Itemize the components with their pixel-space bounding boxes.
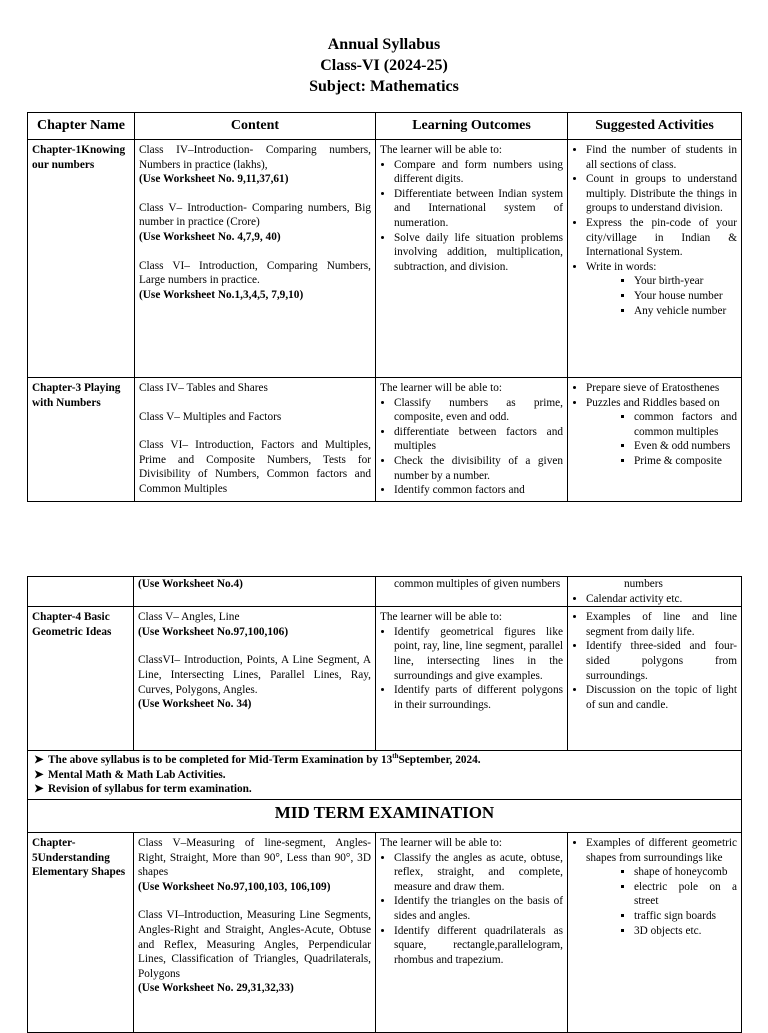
syllabus-table-2 xyxy=(27,576,742,1033)
activity-item: • Find the number of students in all sections of class. xyxy=(586,143,737,172)
col-header: Content xyxy=(135,113,376,140)
activity-item: • Express the pin-code of your city/village in Indian & International System. xyxy=(586,216,737,260)
worksheet-ref: (Use Worksheet No. 4,7,9, 40) xyxy=(139,230,281,243)
notes-row xyxy=(28,751,742,800)
outcomes-cell xyxy=(376,832,568,1032)
outcomes-cell xyxy=(376,607,568,751)
mid-term-row xyxy=(28,799,742,832)
chapter-name: Chapter-3 Playing with Numbers xyxy=(28,378,135,502)
outcome-item: common multiples of given numbers xyxy=(394,578,561,590)
activity-subitem: ▪ electric pole on a street xyxy=(634,880,737,909)
activity-subitem: ▪ Your birth-year xyxy=(634,274,737,289)
worksheet-ref: (Use Worksheet No.1,3,4,5, 7,9,10) xyxy=(139,288,304,301)
outcome-item: • Check the divisibility of a given number by a number. xyxy=(394,454,563,483)
activities-cell xyxy=(568,832,742,1032)
activity-subitem: ▪ Even & odd numbers xyxy=(634,439,737,454)
content-text: Class IV– Tables and Shares xyxy=(139,382,268,394)
worksheet-ref: (Use Worksheet No. 9,11,37,61) xyxy=(139,173,289,186)
worksheet-ref: (Use Worksheet No.97,100,103, 106,109) xyxy=(138,880,331,893)
content-text: Class V–Measuring of line-segment, Angles- Right, Straight, More than 90°, Less than 90°, 3D shapes xyxy=(138,836,371,879)
outcome-item: • Identify different quadrilaterals as square, rectangle,parallelogram, rhombus and trapezium. xyxy=(394,924,563,968)
outcome-item: • Identify geometrical figures like point, ray, line, line segment, parallel line, intersecting lines in the surroundings and give examples. xyxy=(394,625,563,683)
content-cell xyxy=(135,140,376,378)
activity-item: • Examples of line and line segment from daily life. xyxy=(586,610,737,639)
outcome-item: • Classify the angles as acute, obtuse, reflex, straight, and complete, measure and draw them. xyxy=(394,851,563,895)
outcome-item: • differentiate between factors and multiples xyxy=(394,425,563,454)
outcomes-cell xyxy=(376,378,568,502)
activity-subitem: ▪ shape of honeycomb xyxy=(634,865,737,880)
table-row xyxy=(28,378,742,502)
outcome-item: • Identify parts of different polygons in their surroundings. xyxy=(394,683,563,712)
worksheet-ref: (Use Worksheet No.4) xyxy=(138,578,243,590)
activities-cell xyxy=(568,607,742,751)
worksheet-ref: (Use Worksheet No. 29,31,32,33) xyxy=(138,982,294,995)
outcome-item: • Solve daily life situation problems involving addition, multiplication, subtraction, and division. xyxy=(394,231,563,275)
col-header: Learning Outcomes xyxy=(376,113,568,140)
outcomes-intro: The learner will be able to: xyxy=(380,144,503,156)
activity-item: • Examples of different geometric shapes from surroundings like ▪ shape of honeycomb ▪ electric pole on a street ▪ traffic sign boards ▪ 3D objects etc. xyxy=(586,836,737,938)
content-text: Class VI–Introduction, Measuring Line Segments, Angles-Right and Straight, Angles-Acute, Obtuse and Reflex, Measuring Angles, Perpendicular Lines, Classification of Triangles, Quadrilaterals, Polygons xyxy=(138,909,371,980)
table-row xyxy=(28,832,742,1032)
content-text: Class V– Angles, Line xyxy=(138,611,240,624)
arrow-bullet-icon: ➤ xyxy=(34,768,44,781)
activity-subitem: ▪ traffic sign boards xyxy=(634,909,737,924)
activity-item: • Identify three-sided and four-sided polygons from surroundings. xyxy=(586,639,737,683)
chapter-name xyxy=(28,577,134,607)
col-header: Chapter Name xyxy=(28,113,135,140)
table-header-row xyxy=(28,113,742,140)
content-cell xyxy=(135,378,376,502)
outcome-item: • Classify numbers as prime, composite, even and odd. xyxy=(394,396,563,425)
outcome-item: • Differentiate between Indian system and International system of numeration. xyxy=(394,187,563,231)
content-cell xyxy=(134,607,376,751)
activity-subitem: ▪ Prime & composite xyxy=(634,454,737,469)
mid-term-heading: MID TERM EXAMINATION xyxy=(28,799,742,832)
activity-item: • Puzzles and Riddles based on ▪ common factors and common multiples ▪ Even & odd numbers ▪ Prime & composite xyxy=(586,396,737,469)
outcomes-intro: The learner will be able to: xyxy=(380,382,503,394)
worksheet-ref: (Use Worksheet No. 34) xyxy=(138,698,252,711)
content-text: Class IV–Introduction- Comparing numbers, Numbers in practice (lakhs), xyxy=(139,144,371,171)
activity-subitem: ▪ Your house number xyxy=(634,289,737,304)
activity-subitem: ▪ 3D objects etc. xyxy=(634,924,737,939)
activity-item: • Discussion on the topic of light of sun and candle. xyxy=(586,683,737,712)
worksheet-ref: (Use Worksheet No.97,100,106) xyxy=(138,625,289,638)
arrow-bullet-icon: ➤ xyxy=(34,754,44,767)
activity-item: • Prepare sieve of Eratosthenes xyxy=(586,381,737,396)
table-row xyxy=(28,607,742,751)
table-row xyxy=(28,577,742,607)
note-item: ➤ The above syllabus is to be completed for Mid-Term Examination by 13thSeptember, 2024. xyxy=(34,752,481,767)
activity-subitem: numbers xyxy=(624,578,663,590)
activity-subitem: ▪ common factors and common multiples xyxy=(634,410,737,439)
outcomes-cell xyxy=(376,140,568,378)
activity-item: • Write in words: ▪ Your birth-year ▪ Your house number ▪ Any vehicle number xyxy=(586,260,737,318)
outcome-item: • Identify the triangles on the basis of sides and angles. xyxy=(394,894,563,923)
activity-subitem: ▪ Any vehicle number xyxy=(634,304,737,319)
table-row xyxy=(28,140,742,378)
content-text: Class V– Multiples and Factors xyxy=(139,410,282,423)
note-item: ➤ Mental Math & Math Lab Activities. xyxy=(34,768,226,781)
note-item: ➤ Revision of syllabus for term examination. xyxy=(34,783,252,796)
activity-item: • Count in groups to understand multiply. Distribute the things in groups to understand division. xyxy=(586,172,737,216)
content-text: Class VI– Introduction, Comparing Numbers, Large numbers in practice. xyxy=(139,259,371,287)
outcomes-intro: The learner will be able to: xyxy=(380,836,503,849)
content-text: Class V– Introduction- Comparing numbers, Big number in practice (Crore) xyxy=(139,201,371,229)
outcomes-cell xyxy=(376,577,568,607)
content-text: Class VI– Introduction, Factors and Multiples, Prime and Composite Numbers, Tests for Divisibility of Numbers, Common factors and Common Multiples xyxy=(139,439,371,495)
col-header: Suggested Activities xyxy=(568,113,742,140)
doc-title: Annual Syllabus xyxy=(327,36,441,53)
doc-class: Class-VI (2024-25) xyxy=(320,57,448,74)
content-text: ClassVI– Introduction, Points, A Line Segment, A Line, Intersecting Lines, Parallel Lines, Ray, Curves, Polygons, Angles. xyxy=(138,654,371,696)
chapter-name: Chapter-4 Basic Geometric Ideas xyxy=(28,607,134,751)
chapter-name: Chapter-5Understanding Elementary Shapes xyxy=(28,832,134,1032)
outcome-item: • Compare and form numbers using different digits. xyxy=(394,158,563,187)
activities-cell xyxy=(568,577,742,607)
activities-cell xyxy=(568,378,742,502)
content-cell xyxy=(134,832,376,1032)
syllabus-table-1 xyxy=(27,112,742,502)
content-cell xyxy=(134,577,376,607)
chapter-name: Chapter-1Knowing our numbers xyxy=(28,140,135,378)
notes-cell xyxy=(28,751,742,800)
outcomes-intro: The learner will be able to: xyxy=(380,611,503,624)
activity-item: • Calendar activity etc. xyxy=(586,592,737,607)
arrow-bullet-icon: ➤ xyxy=(34,783,44,796)
outcome-item: • Identify common factors and xyxy=(394,483,563,498)
activities-cell xyxy=(568,140,742,378)
doc-subject: Subject: Mathematics xyxy=(309,78,459,95)
